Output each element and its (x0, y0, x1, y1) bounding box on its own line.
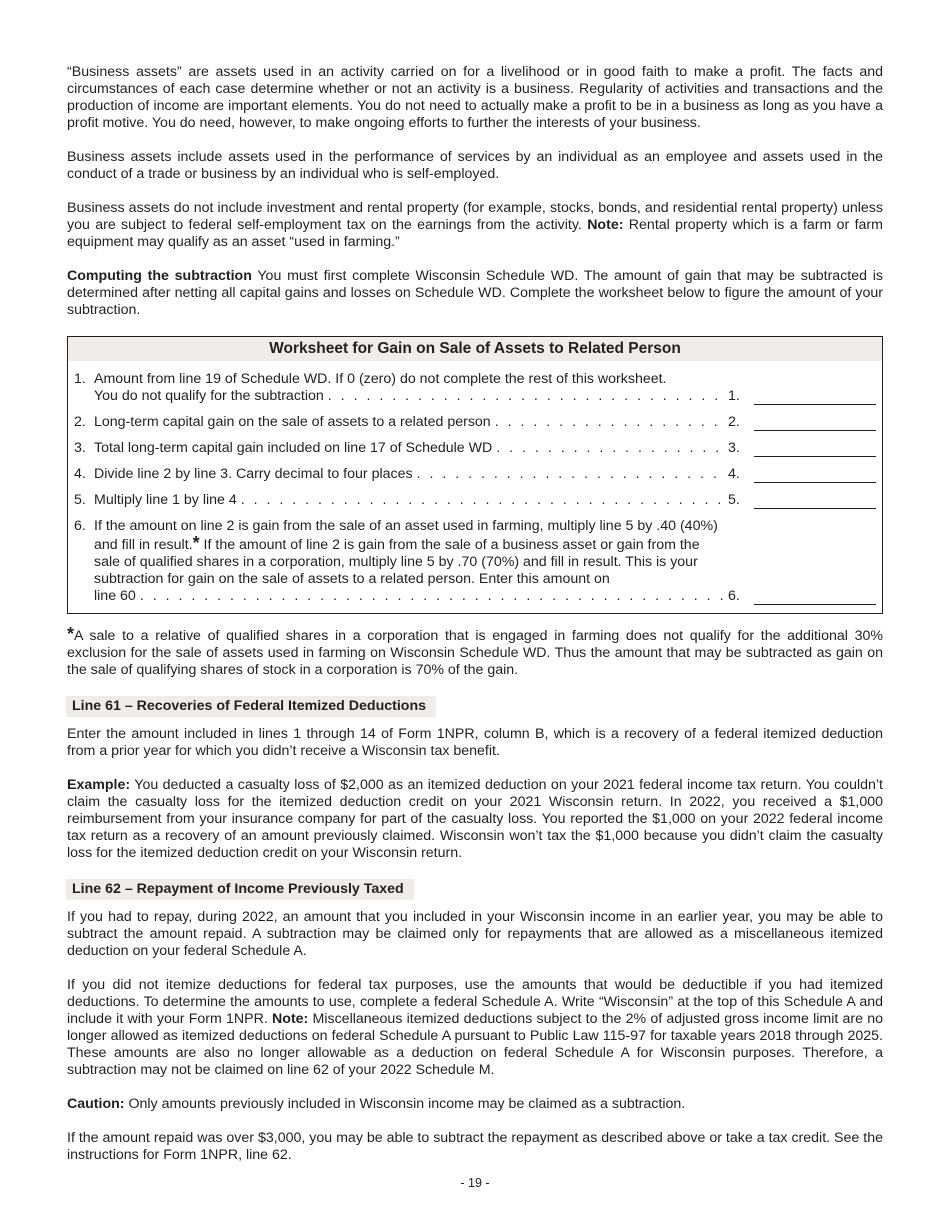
line-61-example (67, 777, 883, 862)
worksheet-line-ref: 6. (728, 588, 740, 604)
note-label: Note: (272, 1011, 309, 1027)
worksheet-footnote (67, 626, 883, 679)
worksheet-line-4 (74, 466, 882, 483)
worksheet-line-text: If the amount of line 2 is gain from the sale of a business asset or gain from the sale of qualified shares in a corporation, multiply line 5 by .70 (70%) and fill in result. This is your subtraction for gain on the sale of assets to a related person. Enter this amount on (94, 537, 700, 587)
worksheet-line-ref: 3. (728, 440, 740, 456)
line-61-paragraph-1: Enter the amount included in lines 1 through 14 of Form 1NPR, column B, which is a recovery of a federal itemized deduction from a prior year for which you didn’t receive a Wisconsin tax benefit. (67, 726, 883, 759)
caution-text: Only amounts previously included in Wisconsin income may be claimed as a subtraction. (124, 1096, 686, 1112)
computing-subtraction-text: You must first complete Wisconsin Schedule WD. The amount of gain that may be subtracted is determined after netting all capital gains and losses on Schedule WD. Complete the worksheet below to figure the amount of your subtraction. (67, 268, 884, 318)
computing-subtraction-paragraph (67, 268, 883, 319)
line-62-paragraph-2 (67, 977, 883, 1079)
worksheet-line-ref: 2. (728, 414, 740, 430)
worksheet-line-1 (74, 371, 882, 405)
page-number: - 19 - (460, 1176, 490, 1190)
line-4-entry-field[interactable] (754, 468, 876, 483)
worksheet-body (68, 361, 882, 613)
leader-dots (140, 588, 724, 605)
line-61-heading: Line 61 – Recoveries of Federal Itemized Deductions (66, 696, 436, 717)
line-5-entry-field[interactable] (754, 494, 876, 509)
intro-p3-text-b: Rental property which is a farm or farm equipment may qualify as an asset “used in farming.” (67, 217, 883, 250)
note-label: Note: (587, 217, 624, 233)
leader-dots (328, 388, 724, 405)
line-2-entry-field[interactable] (754, 416, 876, 431)
worksheet-line-5 (74, 492, 882, 509)
worksheet-line-text: Divide line 2 by line 3. Carry decimal to four places (94, 466, 413, 482)
footnote-star-marker: * (192, 533, 200, 553)
worksheet-line-ref: 5. (728, 492, 740, 508)
worksheet-line-ref: 1. (728, 388, 740, 404)
worksheet-line-text: Amount from line 19 of Schedule WD. If 0 (zero) do not complete the rest of this worksheet. (94, 371, 667, 387)
worksheet-line-text: line 60 (94, 588, 136, 604)
worksheet-line-number: 3. (74, 440, 86, 456)
footnote-star: * (67, 624, 75, 644)
caution-label: Caution: (67, 1096, 125, 1112)
line-62-p2-text-a: If you did not itemize deductions for federal tax purposes, use the amounts that would be deductible if you had itemized deductions. To determine the amounts to use, complete a federal Schedule A. Write “Wisconsin” at the top of this Schedule A and include it with your Form 1NPR. (67, 977, 883, 1027)
worksheet-line-number: 1. (74, 371, 86, 387)
line-1-entry-field[interactable] (754, 390, 876, 405)
worksheet-title: Worksheet for Gain on Sale of Assets to Related Person (68, 337, 882, 361)
leader-dots (241, 492, 724, 509)
worksheet-line-number: 2. (74, 414, 86, 430)
line-62-paragraph-4: If the amount repaid was over $3,000, you may be able to subtract the repayment as described above or take a tax credit. See the instructions for Form 1NPR, line 62. (67, 1130, 883, 1163)
worksheet-line-number: 6. (74, 518, 86, 534)
worksheet-box (67, 336, 883, 614)
intro-paragraph-2: Business assets include assets used in the performance of services by an individual as an employee and assets used in the conduct of a trade or business by an individual who is self-employed. (67, 149, 883, 182)
intro-paragraph-1: “Business assets” are assets used in an activity carried on for a livelihood or in good faith to make a profit. The facts and circumstances of each case determine whether or not an activity is a business. Regularity of activities and transactions and the production of income are important elements. You do not need to actually make a profit to be in a business as long as you have a profit motive. You do need, however, to make ongoing efforts to further the interests of your business. (67, 64, 883, 131)
intro-paragraph-3 (67, 200, 883, 251)
worksheet-line-2 (74, 414, 882, 431)
worksheet-line-text: Long-term capital gain on the sale of assets to a related person (94, 414, 491, 430)
worksheet-line-ref: 4. (728, 466, 740, 482)
worksheet-line-number: 5. (74, 492, 86, 508)
footnote-text: A sale to a relative of qualified shares in a corporation that is engaged in farming does not qualify for the additional 30% exclusion for the sale of assets used in farming on Wisconsin Schedule WD. Thus the amount that may be subtracted as gain on the sale of qualifying shares of stock in a corporation is 70% of the gain. (67, 628, 883, 678)
line-6-entry-field[interactable] (754, 590, 876, 605)
computing-subtraction-label: Computing the subtraction (67, 268, 252, 284)
line-3-entry-field[interactable] (754, 442, 876, 457)
leader-dots (417, 466, 724, 483)
line-62-paragraph-1: If you had to repay, during 2022, an amount that you included in your Wisconsin income in an earlier year, you may be able to subtract the amount repaid. A subtraction may be claimed only for repayments that are allowed as a miscellaneous itemized deduction on your federal Schedule A. (67, 909, 883, 959)
worksheet-line-text: Multiply line 1 by line 4 (94, 492, 237, 508)
worksheet-line-text: You do not qualify for the subtraction (94, 388, 324, 404)
example-text: You deducted a casualty loss of $2,000 as an itemized deduction on your 2021 federal income tax return. You couldn’t claim the casualty loss for the itemized deduction credit on your 2021 Wisconsin return. In 2022, you received a $1,000 reimbursement from your insurance company for part of the casualty loss. You reported the $1,000 on your 2022 federal income tax return as a recovery of an amount previously claimed. Wisconsin won’t tax the $1,000 because you didn’t claim the casualty loss for the itemized deduction credit on your Wisconsin return. (67, 777, 883, 861)
worksheet-line-text: Total long-term capital gain included on line 17 of Schedule WD (94, 440, 493, 456)
intro-p3-text-a: Business assets do not include investment and rental property (for example, stocks, bonds, and residential rental property) unless you are subject to federal self-employment tax on the earnings from the activity. (67, 200, 883, 233)
worksheet-line-3 (74, 440, 882, 457)
worksheet-line-6 (74, 518, 882, 605)
line-62-p2-text-b: Miscellaneous itemized deductions subject to the 2% of adjusted gross income limit are no longer allowed as itemized deductions on federal Schedule A pursuant to Public Law 115-97 for taxable years 2018 through 2025. These amounts are also no longer allowable as a deduction on federal Schedule A for Wisconsin purposes. Therefore, a subtraction may not be claimed on line 62 of your 2022 Schedule M. (67, 1011, 883, 1078)
leader-dots (495, 414, 724, 431)
leader-dots (496, 440, 724, 457)
example-label: Example: (67, 777, 131, 793)
line-62-heading: Line 62 – Repayment of Income Previously Taxed (66, 879, 414, 900)
line-62-caution (67, 1096, 883, 1113)
worksheet-line-text: If the amount on line 2 is gain from the sale of an asset used in farming, multiply line 5 by .40 (40%) and fill in result. (94, 518, 718, 553)
content (67, 64, 883, 1181)
worksheet-line-number: 4. (74, 466, 86, 482)
